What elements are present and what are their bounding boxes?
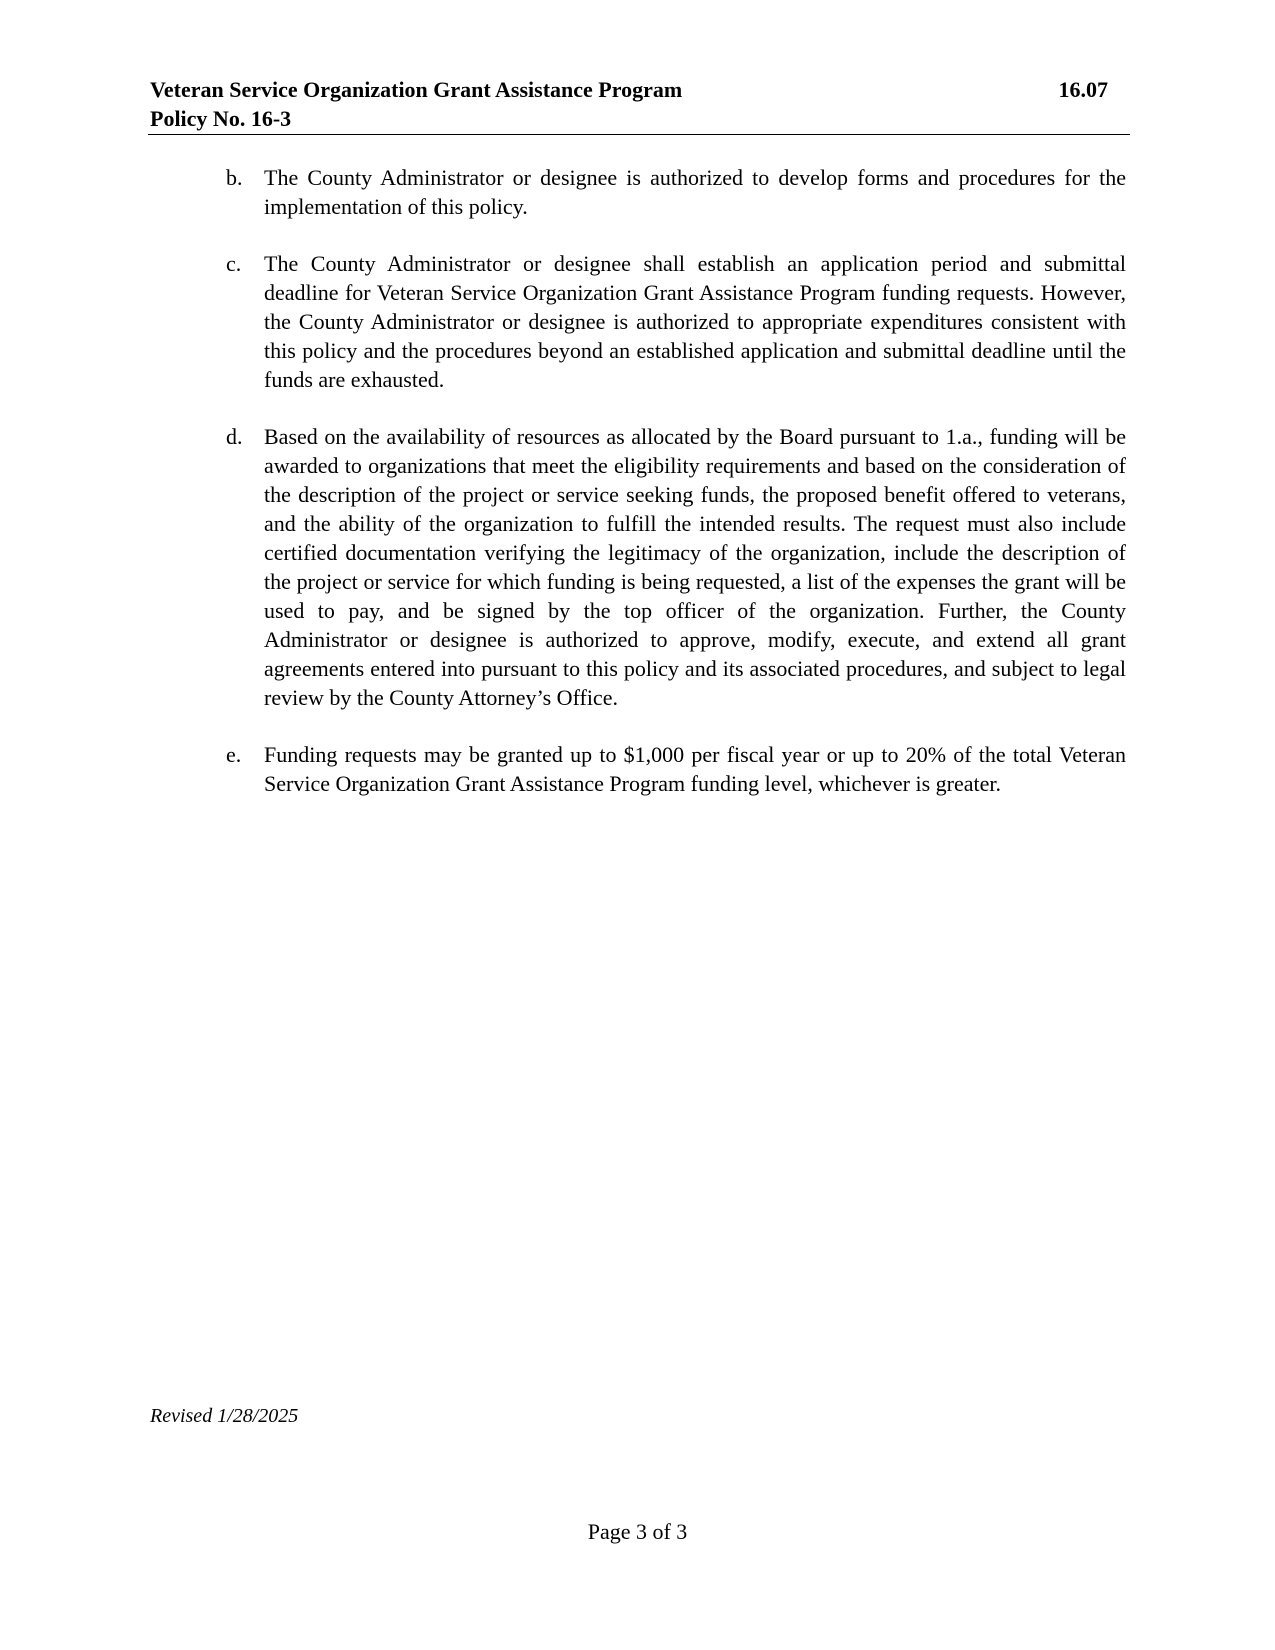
header-section-number: 16.07 bbox=[1058, 77, 1108, 102]
revised-date: Revised 1/28/2025 bbox=[150, 1405, 299, 1427]
policy-item-e bbox=[226, 740, 1126, 798]
header-title: Veteran Service Organization Grant Assistance Program bbox=[150, 77, 683, 102]
item-text: The County Administrator or designee is authorized to develop forms and procedures for the implementation of this policy. bbox=[264, 165, 1126, 219]
item-marker: c. bbox=[226, 251, 242, 276]
item-text: Funding requests may be granted up to $1,000 per fiscal year or up to 20% of the total Veteran Service Organization Grant Assistance Program funding level, whichever is greater. bbox=[264, 742, 1126, 796]
item-marker: e. bbox=[226, 742, 242, 767]
page-header bbox=[150, 75, 1128, 133]
page-number: Page 3 of 3 bbox=[587, 1519, 688, 1544]
item-marker: b. bbox=[226, 165, 243, 190]
header-row-title bbox=[150, 75, 1128, 104]
policy-item-d bbox=[226, 422, 1126, 712]
header-policy-number: Policy No. 16-3 bbox=[150, 106, 292, 131]
item-text: The County Administrator or designee shall establish an application period and submittal deadline for Veteran Service Organization Grant Assistance Program funding requests. However, the County Administrator or designee is authorized to appropriate expenditures consistent with this policy and the procedures beyond an established application and submittal deadline until the funds are exhausted. bbox=[264, 251, 1126, 392]
policy-item-b bbox=[226, 163, 1126, 221]
item-marker: d. bbox=[226, 424, 243, 449]
policy-item-list bbox=[226, 163, 1126, 826]
policy-item-c bbox=[226, 249, 1126, 394]
item-text: Based on the availability of resources as allocated by the Board pursuant to 1.a., funding will be awarded to organizations that meet the eligibility requirements and based on the consideration of the description of the project or service seeking funds, the proposed benefit offered to veterans, and the ability of the organization to fulfill the intended results. The request must also include certified documentation verifying the legitimacy of the organization, include the description of the project or service for which funding is being requested, a list of the expenses the grant will be used to pay, and be signed by the top officer of the organization. Further, the County Administrator or designee is authorized to approve, modify, execute, and extend all grant agreements entered into pursuant to this policy and its associated procedures, and subject to legal review by the County Attorney’s Office. bbox=[264, 424, 1126, 710]
header-divider bbox=[148, 134, 1130, 135]
header-row-policy bbox=[150, 104, 1128, 133]
